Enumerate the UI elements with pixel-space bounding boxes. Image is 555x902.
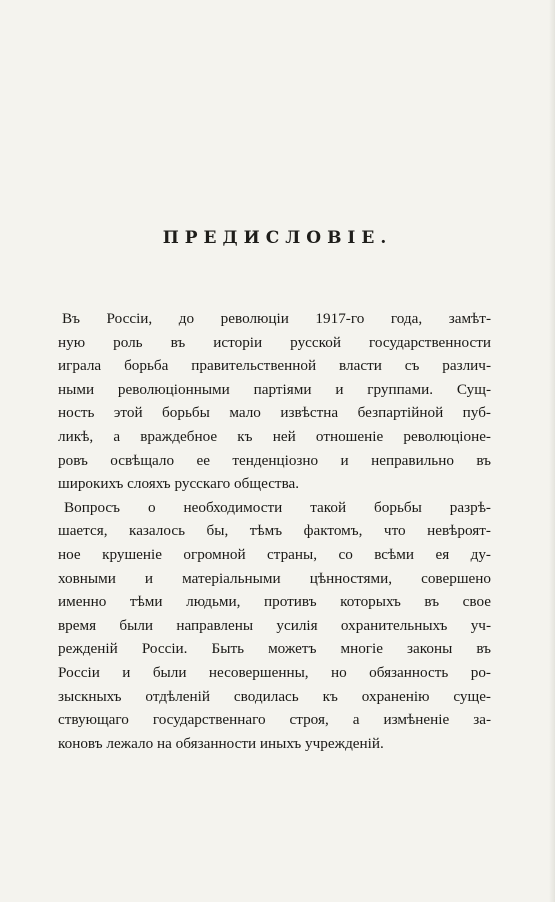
text-line: ность этой борьбы мало извѣстна безпартійной пуб- [58,404,491,422]
text-line: зыскныхъ отдѣленій сводилась къ охраненію суще- [58,687,491,705]
text-line: Въ Россіи, до революціи 1917-го года, замѣт- [62,310,491,327]
paragraph-2 [58,496,491,756]
text-line: широкихъ слояхъ русскаго общества. [58,475,300,493]
text-line: играла борьба правительственной власти съ различ- [58,357,491,375]
preface-text [58,307,491,755]
chapter-heading: ПРЕДИСЛОВІЕ. [162,228,393,248]
text-line: шается, казалось бы, тѣмъ фактомъ, что невѣроят- [58,522,491,540]
paragraph-1 [58,307,491,496]
text-line: ную роль въ исторіи русской государственности [58,333,491,351]
text-line: ровъ освѣщало ее тенденціозно и неправильно въ [58,451,491,469]
text-line: время были направлены усилія охранительныхъ уч- [58,616,491,634]
text-line: Вопросъ о необходимости такой борьбы разрѣ- [64,498,491,516]
text-line: именно тѣми людьми, противъ которыхъ въ свое [58,593,491,611]
text-line: ствующаго государственнаго строя, а измѣненіе за- [58,711,491,729]
text-line: Россіи и были несовершенны, но обязанность ро- [58,663,491,681]
text-line: ховными и матеріальными цѣнностями, совершено [58,569,491,587]
text-line: ное крушеніе огромной страны, со всѣми ея ду- [58,545,491,563]
text-line: ликѣ, а враждебное къ ней отношеніе революціоне- [58,427,491,445]
text-line: режденій Россіи. Быть можетъ многіе законы въ [58,640,491,658]
text-line: коновъ лежало на обязанности иныхъ учрежденій. [58,734,384,752]
text-line: ными революціонными партіями и группами. Сущ- [58,380,491,398]
page-edge-shadow [549,0,555,902]
